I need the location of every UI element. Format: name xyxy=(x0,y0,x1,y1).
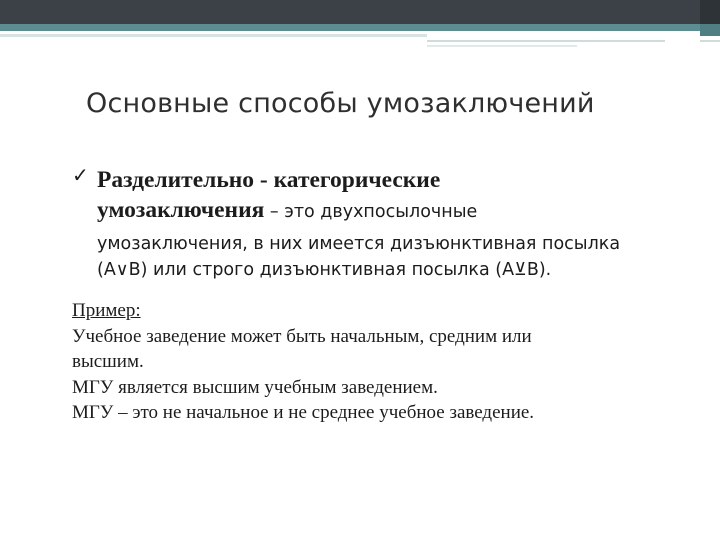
example-line-2: высшим. xyxy=(72,351,144,372)
definition-paragraph xyxy=(97,164,697,283)
header-band-teal-corner xyxy=(700,24,720,36)
header-band-dark xyxy=(0,0,720,24)
header-rule-4 xyxy=(700,40,720,42)
term-line-1: Разделительно - категорические xyxy=(97,167,441,193)
example-line-4: МГУ – это не начальное и не среднее учебное заведение. xyxy=(72,402,535,423)
header-band-teal xyxy=(0,24,720,31)
header-rule-2 xyxy=(427,40,665,42)
header-rule-1 xyxy=(0,34,427,37)
definition-line-2 xyxy=(97,194,697,226)
check-mark-icon: ✓ xyxy=(72,163,89,187)
example-line-1: Учебное заведение может быть начальным, средним или xyxy=(72,325,532,347)
header-rule-3 xyxy=(427,45,577,47)
slide-title: Основные способы умозаключений xyxy=(86,88,595,119)
example-block xyxy=(72,298,702,426)
definition-intro: – это двухпосылочные xyxy=(264,202,478,222)
term-line-2: умозаключения xyxy=(97,197,265,223)
example-label: Пример: xyxy=(72,300,141,321)
example-line-3: МГУ является высшим учебным заведением. xyxy=(72,376,438,398)
definition-line-4: (A∨B) или строго дизъюнктивная посылка (A⊻B). xyxy=(97,260,552,280)
definition-line-3: умозаключения, в них имеется дизъюнктивная посылка xyxy=(97,234,621,254)
